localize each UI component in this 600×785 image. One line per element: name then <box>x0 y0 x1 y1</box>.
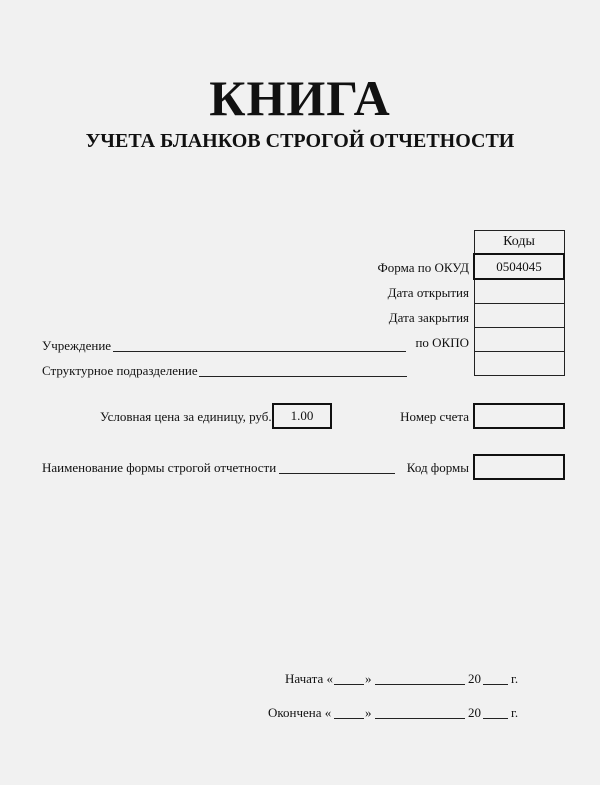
finished-label: Окончена « <box>268 705 332 720</box>
account-box[interactable] <box>473 403 565 429</box>
started-month-field[interactable] <box>375 684 465 685</box>
codes-header: Коды <box>474 231 564 255</box>
codes-table <box>473 230 565 376</box>
finished-day-field[interactable] <box>334 718 364 719</box>
started-year-suffix: г. <box>511 671 519 686</box>
account-label: Номер счета <box>400 409 469 424</box>
finished-month-field[interactable] <box>375 718 465 719</box>
close-date-label: Дата закрытия <box>388 310 469 325</box>
form-code-label: Код формы <box>406 460 469 475</box>
started-year-field[interactable] <box>483 684 508 685</box>
okpo-code-cell[interactable] <box>474 328 564 352</box>
open-date-label: Дата открытия <box>387 285 469 300</box>
finished-year-suffix: г. <box>511 705 519 720</box>
okpo-label: по ОКПО <box>415 335 469 350</box>
open-date-cell[interactable] <box>474 279 564 304</box>
finished-quote: » <box>365 705 372 720</box>
finished-year-prefix: 20 <box>468 705 481 720</box>
started-year-prefix: 20 <box>468 671 481 686</box>
institution-label: Учреждение <box>42 338 112 353</box>
started-label: Начата « <box>285 671 333 686</box>
institution-field[interactable] <box>113 351 406 352</box>
page-title: КНИГА <box>209 70 391 126</box>
okud-code-cell[interactable]: 0504045 <box>474 254 564 279</box>
form-name-field[interactable] <box>279 473 395 474</box>
form-code-box[interactable] <box>473 454 565 480</box>
extra-code-cell[interactable] <box>474 352 564 376</box>
form-name-label: Наименование формы строгой отчетности <box>42 460 277 475</box>
department-field[interactable] <box>199 376 407 377</box>
finished-year-field[interactable] <box>483 718 508 719</box>
started-day-field[interactable] <box>334 684 364 685</box>
started-quote: » <box>365 671 372 686</box>
page-subtitle: УЧЕТА БЛАНКОВ СТРОГОЙ ОТЧЕТНОСТИ <box>85 130 515 152</box>
close-date-cell[interactable] <box>474 304 564 328</box>
unit-price-label: Условная цена за единицу, руб. <box>100 409 272 424</box>
okud-label: Форма по ОКУД <box>377 260 469 275</box>
department-label: Структурное подразделение <box>42 363 198 378</box>
unit-price-box[interactable]: 1.00 <box>272 403 332 429</box>
